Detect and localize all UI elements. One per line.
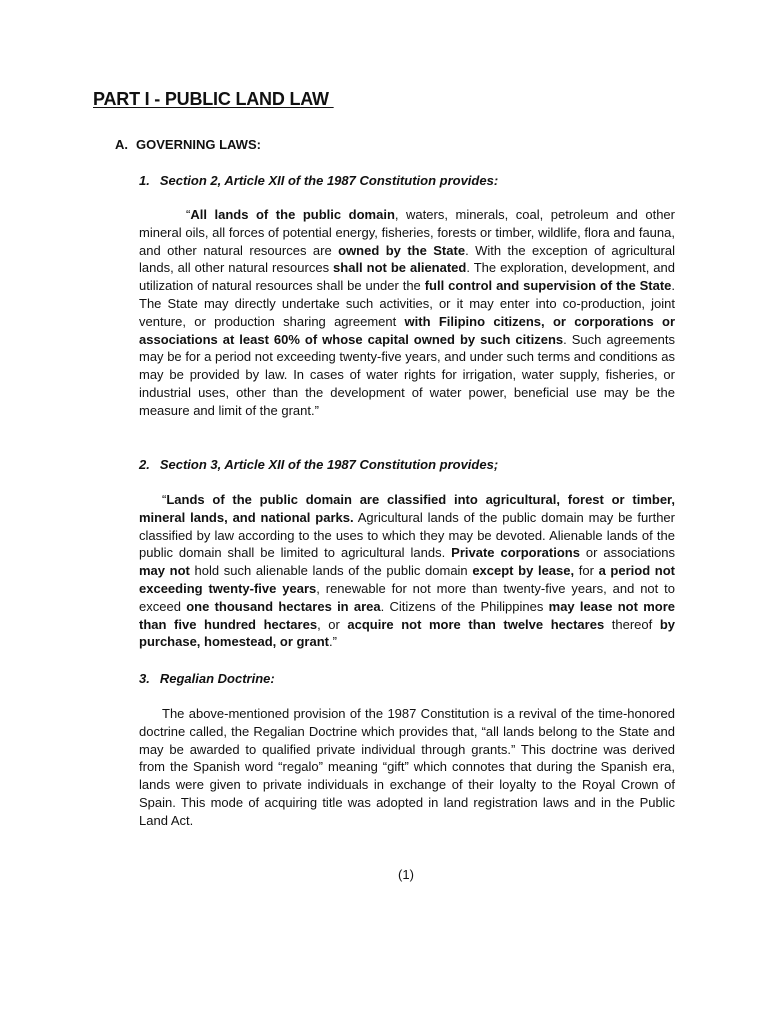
emphasis-text: by purchase, homestead, or grant — [139, 616, 675, 650]
body-text: . Such agreements may be for a period not exceeding twenty-five years, and under such terms and conditions as may be provided by law. In cases of water rights for irrigation, water supply, fisheries, or industrial uses, other than the development of water power, beneficial use may be the measure and limit of the grant.” — [139, 331, 675, 418]
emphasis-text: All lands of the public domain — [190, 207, 395, 222]
body-text: . With the exception of agricultural lands, all other natural resources — [139, 242, 675, 276]
emphasis-text: may lease not more than five hundred hectares — [139, 598, 675, 632]
item-3-heading — [139, 671, 275, 686]
body-text: , waters, minerals, coal, petroleum and other mineral oils, all forces of potential energy, fisheries, forests or timber, wildlife, flora and fauna, and other natural resources are — [139, 207, 675, 258]
item-3-number: 3. — [139, 671, 150, 686]
body-text: . Citizens of the Philippines — [380, 598, 549, 614]
emphasis-text: a period not exceeding twenty-five years — [139, 563, 676, 596]
item-2-heading-text: Section 3, Article XII of the 1987 Constitution provides; — [159, 457, 499, 472]
body-text: Agricultural lands of the public domain may be further classified by law according to the uses to which they may be devoted. Alienable lands of the public domain shall be limited to agricultural lands. — [139, 509, 675, 561]
emphasis-text: one thousand hectares in area — [186, 598, 381, 614]
emphasis-text: except by lease, — [472, 563, 575, 579]
body-text: thereof — [604, 616, 660, 632]
emphasis-text: full control and supervision of the State — [424, 278, 672, 294]
item-1-paragraph — [139, 206, 675, 420]
body-text: hold such alienable lands of the public domain — [189, 563, 473, 579]
section-a-title: GOVERNING LAWS: — [136, 137, 261, 152]
emphasis-text: with Filipino citizens, or corporations or associations at least 60% of whose capital owned by such citizens — [139, 313, 676, 347]
item-2-number: 2. — [139, 457, 150, 472]
body-text: The above-mentioned provision of the 1987 Constitution is a revival of the time-honored doctrine called, the Regalian Doctrine which provides that, “all lands belong to the State and may be awarded to qualified private individual through grants.” This doctrine was derived from the Spanish word “regalo” meaning “gift” which connotes that during the Spanish era, lands were given to private individuals in exchange of their loyalty to the Royal Crown of Spain. This mode of acquiring title was adopted in land registration laws and in the Public Land Act. — [139, 706, 675, 828]
page-title: PART I - PUBLIC LAND LAW — [93, 89, 334, 109]
body-text: “ — [186, 207, 191, 222]
body-text: .” — [329, 634, 337, 650]
section-a-label: A. — [115, 137, 128, 152]
item-3-paragraph — [139, 705, 675, 830]
body-text: , renewable for not more than twenty-five years, and not to exceed — [139, 580, 675, 614]
body-text: . The exploration, development, and utilization of natural resources shall be under the — [139, 260, 675, 294]
item-2-heading — [139, 457, 498, 472]
body-text: “ — [162, 492, 167, 507]
emphasis-text: acquire not more than twelve hectares — [347, 616, 605, 632]
body-text: , or — [317, 616, 348, 632]
item-1-number: 1. — [139, 173, 150, 188]
emphasis-text: owned by the State — [338, 242, 466, 258]
emphasis-text: Private corporations — [451, 545, 580, 561]
page-number: (1) — [398, 867, 414, 882]
body-text: for — [574, 563, 599, 579]
item-1-heading — [139, 173, 498, 188]
item-1-heading-text: Section 2, Article XII of the 1987 Constitution provides: — [159, 173, 499, 188]
body-text: or associations — [579, 545, 675, 561]
emphasis-text: shall not be alienated — [333, 260, 467, 276]
section-a-heading — [115, 137, 261, 152]
emphasis-text: Lands of the public domain are classified into agricultural, forest or timber, mineral lands, and national parks. — [139, 492, 675, 525]
item-3-heading-text: Regalian Doctrine: — [159, 671, 275, 686]
item-2-paragraph — [139, 491, 675, 651]
body-text: . The State may directly undertake such activities, or it may enter into co-production, joint venture, or production sharing agreement — [139, 278, 675, 329]
emphasis-text: may not — [139, 563, 190, 579]
